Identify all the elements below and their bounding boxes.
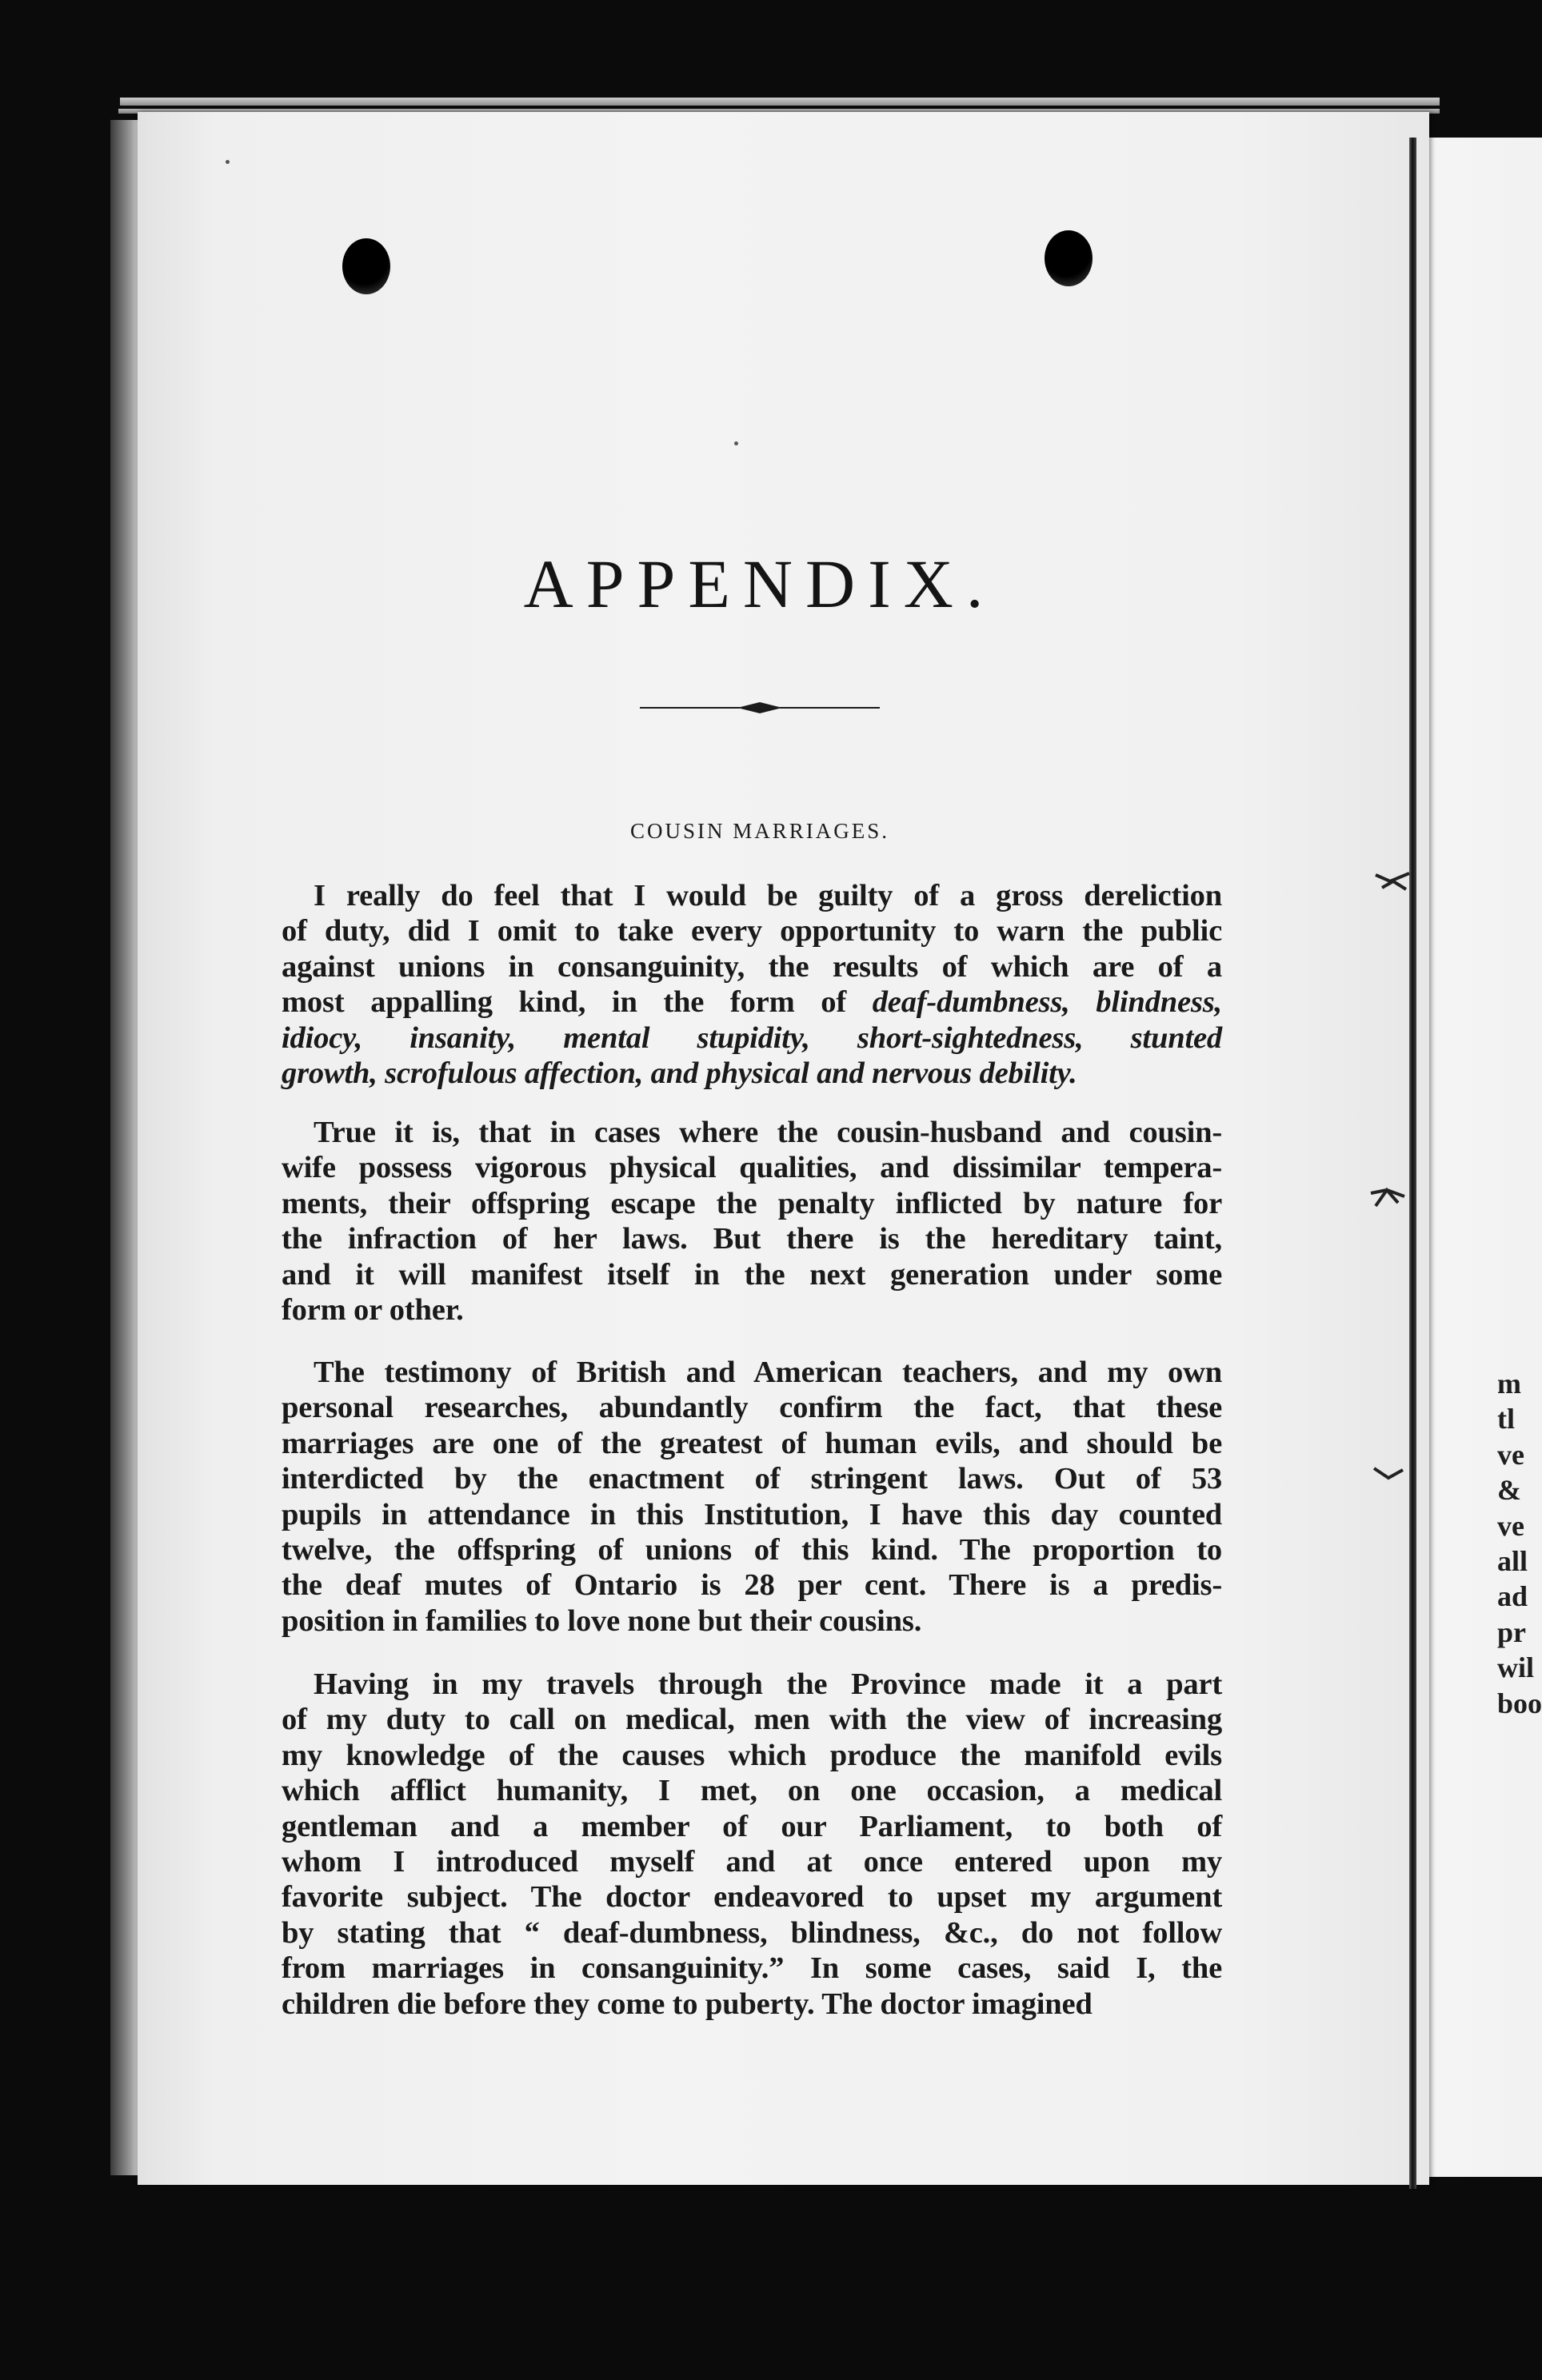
text-run: of duty, did I omit to take every opportunity to warn the public [282, 914, 1222, 948]
page-stack-edge [120, 98, 1440, 106]
facing-page-fragment: ve [1497, 1509, 1524, 1542]
facing-page-fragment: ad [1497, 1580, 1528, 1613]
paragraph [282, 878, 1222, 1091]
text-run: the infraction of her laws. But there is the hereditary taint, [282, 1222, 1222, 1256]
binding-gutter [1409, 138, 1416, 2189]
paper-speck [226, 160, 230, 164]
text-line [282, 1221, 1222, 1256]
text-line [282, 1390, 1222, 1425]
text-line [282, 1186, 1222, 1221]
text-line [282, 1497, 1222, 1532]
facing-page-fragment: boo [1497, 1687, 1542, 1719]
text-line [282, 1667, 1222, 1702]
text-run: the deaf mutes of Ontario is 28 per cent. There is a predis- [282, 1568, 1222, 1603]
italic-text: idiocy, insanity, mental stupidity, short-sightedness, stunted [282, 1020, 1222, 1055]
text-run: twelve, the offspring of unions of this kind. The proportion to [282, 1533, 1222, 1567]
text-line [282, 1020, 1222, 1056]
text-run: wife possess vigorous physical qualities, and dissimilar tempera- [282, 1151, 1222, 1185]
text-line [282, 1257, 1222, 1292]
text-line [282, 1532, 1222, 1567]
text-run: by stating that “ deaf-dumbness, blindness, &c., do not follow [282, 1915, 1222, 1950]
facing-page-fragment: wil [1497, 1651, 1535, 1684]
facing-page-fragment: all [1497, 1545, 1528, 1578]
binding-thread-icon [1374, 870, 1411, 894]
text-line [282, 1773, 1222, 1808]
text-line [282, 1461, 1222, 1496]
italic-text: deaf-dumbness, blindness, [872, 985, 1222, 1020]
text-line [282, 878, 1222, 913]
facing-page-text-fragments [1497, 1366, 1542, 1721]
text-line [282, 1951, 1222, 1986]
text-run: The testimony of British and American teachers, and my own [314, 1356, 1222, 1389]
text-line [282, 984, 1222, 1020]
text-run: True it is, that in cases where the cousin-husband and cousin- [314, 1116, 1222, 1149]
text-line [282, 1738, 1222, 1773]
paragraph [282, 1667, 1222, 2022]
text-line [282, 913, 1222, 948]
paper-speck [734, 441, 738, 445]
text-line [282, 1355, 1222, 1390]
text-line [282, 1056, 1222, 1091]
text-run: whom I introduced myself and at once entered upon my [282, 1845, 1222, 1879]
text-line [282, 1426, 1222, 1461]
text-run: of my duty to call on medical, men with the view of increasing [282, 1703, 1222, 1737]
text-line [282, 1809, 1222, 1844]
text-line [282, 1115, 1222, 1150]
text-run: position in families to love none but their cousins. [282, 1603, 922, 1638]
text-line [282, 1844, 1222, 1879]
italic-text: growth, scrofulous affection, and physical and nervous debility. [282, 1056, 1077, 1091]
facing-page-fragment: & [1497, 1474, 1521, 1507]
page-title: APPENDIX. [523, 545, 997, 622]
text-run: pupils in attendance in this Institution, I have this day counted [282, 1497, 1222, 1531]
text-run: most appalling kind, in the form of [282, 985, 873, 1020]
text-run: I really do feel that I would be guilty of a gross dereliction [314, 879, 1222, 912]
text-line [282, 1879, 1222, 1915]
text-line [282, 1702, 1222, 1737]
section-heading: COUSIN MARRIAGES. [629, 819, 890, 843]
facing-page-fragment: m [1497, 1368, 1521, 1400]
text-run: personal researches, abundantly confirm the fact, that these [282, 1391, 1222, 1425]
text-line [282, 949, 1222, 984]
text-run: and it will manifest itself in the next generation under some [282, 1257, 1222, 1292]
text-run: from marriages in consanguinity.” In some cases, said I, the [282, 1951, 1222, 1986]
text-line [282, 1603, 1222, 1639]
text-line [282, 1150, 1222, 1185]
ornament-divider-icon [640, 699, 880, 717]
text-run: gentleman and a member of our Parliament, to both of [282, 1809, 1222, 1843]
punch-hole-right [1045, 230, 1093, 286]
binding-thread-icon [1369, 1185, 1406, 1209]
text-run: children die before they come to puberty. The doctor imagined [282, 1987, 1093, 2021]
text-line [282, 1567, 1222, 1603]
paragraph [282, 1115, 1222, 1328]
text-run: favorite subject. The doctor endeavored to upset my argument [282, 1880, 1222, 1915]
text-line [282, 1915, 1222, 1951]
text-line [282, 1987, 1222, 2022]
text-run: interdicted by the enactment of stringent laws. Out of 53 [282, 1462, 1222, 1496]
facing-page-fragment: pr [1497, 1615, 1526, 1648]
text-run: my knowledge of the causes which produce the manifold evils [282, 1738, 1222, 1772]
text-run: Having in my travels through the Province made it a part [314, 1667, 1222, 1701]
text-run: marriages are one of the greatest of human evils, and should be [282, 1426, 1222, 1460]
page-left-edge-shadow [110, 120, 139, 2175]
text-run: against unions in consanguinity, the results of which are of a [282, 949, 1222, 984]
facing-page-fragment: ve [1497, 1438, 1524, 1471]
text-run: form or other. [282, 1293, 464, 1328]
text-line [282, 1292, 1222, 1328]
punch-hole-left [342, 238, 390, 294]
text-run: which afflict humanity, I met, on one occasion, a medical [282, 1774, 1222, 1808]
text-run: ments, their offspring escape the penalty inflicted by nature for [282, 1186, 1222, 1220]
facing-page-fragment: tl [1497, 1403, 1515, 1436]
paragraph [282, 1355, 1222, 1639]
binding-thread-icon [1371, 1465, 1408, 1489]
